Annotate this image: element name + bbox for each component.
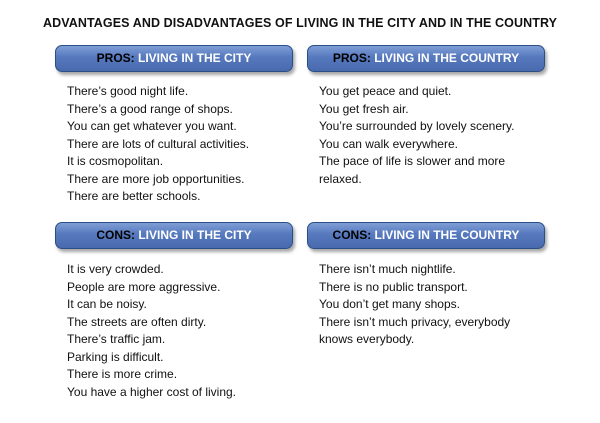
list-item: You get peace and quiet.: [319, 84, 452, 98]
list-item: There are more job opportunities.: [67, 171, 245, 186]
list-item: You can walk everywhere.: [319, 136, 458, 151]
list-item: There’s a good range of shops.: [67, 101, 233, 116]
list-item: The pace of life is slower and more: [319, 154, 506, 168]
list-item: There isn’t much nightlife.: [319, 262, 456, 276]
cons-country-header: [307, 222, 545, 249]
pros-city-topic: LIVING IN THE CITY: [138, 51, 252, 65]
list-item: You have a higher cost of living.: [67, 384, 237, 399]
list-item: It is cosmopolitan.: [67, 154, 164, 168]
list-item: relaxed.: [319, 171, 362, 186]
cons-country-list: [319, 261, 539, 349]
list-item: You get fresh air.: [319, 101, 409, 116]
list-item: It can be noisy.: [67, 297, 147, 311]
list-item: There are lots of cultural activities.: [67, 136, 250, 151]
cons-city-header: [55, 222, 293, 249]
list-item: You don’t get many shops.: [319, 297, 460, 311]
pros-country-topic: LIVING IN THE COUNTRY: [374, 51, 520, 65]
list-item: People are more aggressive.: [67, 279, 221, 294]
pros-country-list: [319, 83, 539, 188]
list-item: knows everybody.: [319, 332, 415, 346]
list-item: The streets are often dirty.: [67, 314, 207, 329]
pros-city-list: [67, 83, 287, 206]
list-item: There are better schools.: [67, 189, 201, 203]
list-item: It is very crowded.: [67, 262, 164, 276]
pros-country-header: [307, 45, 545, 72]
list-item: There’s good night life.: [67, 84, 189, 98]
cons-city-topic: LIVING IN THE CITY: [138, 228, 252, 242]
list-item: Parking is difficult.: [67, 349, 164, 364]
list-item: There isn’t much privacy, everybody: [319, 314, 511, 329]
pros-city-prefix: PROS:: [96, 51, 138, 65]
list-item: There is more crime.: [67, 367, 178, 381]
list-item: There is no public transport.: [319, 279, 468, 294]
page-title: ADVANTAGES AND DISADVANTAGES OF LIVING IN THE CITY AND IN THE COUNTRY: [42, 16, 558, 30]
cons-country-prefix: CONS:: [332, 228, 375, 242]
list-item: You’re surrounded by lovely scenery.: [319, 119, 515, 133]
cons-city-list: [67, 261, 287, 401]
cons-country-topic: LIVING IN THE COUNTRY: [374, 228, 520, 242]
cons-city-prefix: CONS:: [96, 228, 139, 242]
pros-country-prefix: PROS:: [332, 51, 375, 65]
list-item: There’s traffic jam.: [67, 332, 166, 346]
pros-city-header: [55, 45, 293, 72]
list-item: You can get whatever you want.: [67, 119, 237, 133]
